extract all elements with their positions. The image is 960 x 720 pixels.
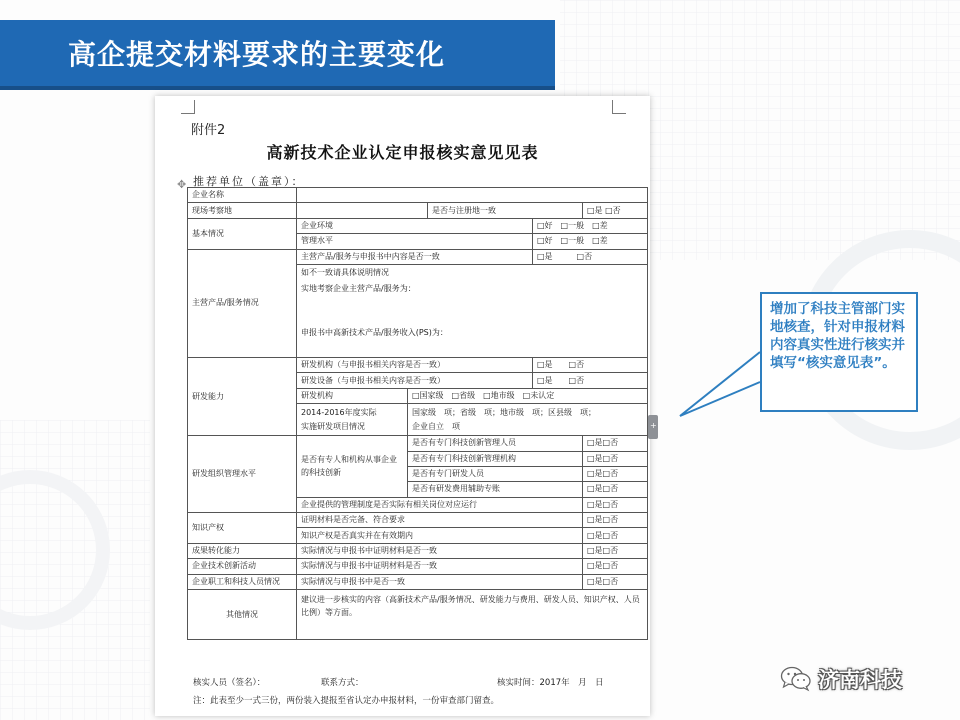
- checkbox-cell[interactable]: □是□否: [583, 513, 648, 528]
- table-cell: 现场考察地: [188, 203, 297, 218]
- table-row: [188, 590, 648, 640]
- table-row: [188, 203, 648, 218]
- checkbox-cell[interactable]: □国家级 □省级 □地市级 □未认定: [408, 388, 648, 403]
- verification-form-table: [187, 187, 648, 640]
- verify-time-label: 核实时间：2017年 月 日: [497, 678, 604, 688]
- table-row: [188, 436, 648, 451]
- ps-income-label: 申报书中高新技术产品/服务收入(PS)为：: [301, 327, 448, 337]
- table-cell: 其他情况: [188, 590, 297, 640]
- project-levels-line1: 国家级 项；省级 项；地市级 项；区县级 项；: [412, 407, 596, 417]
- document-page: [155, 96, 650, 716]
- table-cell: 实际情况与申报书中是否一致: [297, 574, 583, 589]
- table-cell: 主营产品/服务与申报书中内容是否一致: [297, 249, 533, 264]
- table-cell: 知识产权: [188, 513, 297, 544]
- table-cell: 知识产权是否真实并在有效期内: [297, 528, 583, 543]
- table-cell: 实际情况与申报书中证明材料是否一致: [297, 543, 583, 558]
- table-row: [188, 559, 648, 574]
- table-cell: 企业提供的管理制度是否实际有相关岗位对应运行: [297, 497, 583, 512]
- table-row: [188, 513, 648, 528]
- table-cell: 是否有专门科技创新管理人员: [408, 436, 583, 451]
- brand-logo: [780, 664, 940, 694]
- checkbox-cell[interactable]: □是□否: [583, 451, 648, 466]
- checkbox-cell[interactable]: □好 □一般 □差: [533, 234, 648, 249]
- slide-title: 高企提交材料要求的主要变化: [68, 38, 446, 71]
- table-cell: 是否有专人和机构从事企业的科技创新: [297, 436, 408, 498]
- site-products-label: 实地考察企业主营产品/服务为：: [301, 283, 416, 293]
- checkbox-cell[interactable]: □好 □一般 □差: [533, 218, 648, 233]
- attachment-label: 附件2: [191, 123, 226, 138]
- crop-mark: [612, 100, 626, 114]
- table-row: [188, 188, 648, 203]
- rd-projects-line1: 2014-2016年度实际: [301, 407, 377, 417]
- table-row: [188, 574, 648, 589]
- checkbox-cell[interactable]: □是□否: [583, 543, 648, 558]
- footer-signature-line: [193, 676, 604, 688]
- table-row: [188, 249, 648, 264]
- table-cell: 研发能力: [188, 357, 297, 435]
- checkbox-cell[interactable]: □是 □否: [533, 357, 648, 372]
- scroll-handle[interactable]: [648, 415, 658, 439]
- table-cell: [297, 404, 408, 436]
- table-cell: 是否有专门科技创新管理机构: [408, 451, 583, 466]
- table-cell: 企业名称: [188, 188, 297, 203]
- table-cell: 管理水平: [297, 234, 533, 249]
- table-row: [188, 357, 648, 372]
- table-cell[interactable]: [297, 264, 648, 357]
- table-cell[interactable]: [297, 203, 428, 218]
- table-cell: 企业技术创新活动: [188, 559, 297, 574]
- callout-box: [760, 292, 918, 412]
- title-bar-stripe: [0, 86, 555, 90]
- table-cell: 企业环境: [297, 218, 533, 233]
- checkbox-cell[interactable]: □是□否: [583, 528, 648, 543]
- footer-note: 注：此表至少一式三份，两份装入提报至省认定办申报材料，一份审查部门留查。: [193, 696, 500, 706]
- table-cell: 研发机构（与申报书相关内容是否一致）: [297, 357, 533, 372]
- document-title: 高新技术企业认定申报核实意见见表: [266, 143, 539, 162]
- wechat-icon: [780, 666, 812, 692]
- table-cell[interactable]: [408, 404, 648, 436]
- recommend-unit-label: 推荐单位（盖章）：: [193, 175, 305, 188]
- rd-projects-line2: 实施研发项目情况: [301, 421, 365, 431]
- table-cell: 是否有专门研发人员: [408, 466, 583, 481]
- table-cell: 证明材料是否完备、符合要求: [297, 513, 583, 528]
- callout-text: 增加了科技主管部门实地核查，针对申报材料内容真实性进行核实并填写“核实意见表”。: [770, 301, 905, 371]
- table-cell: 研发设备（与申报书相关内容是否一致）: [297, 373, 533, 388]
- checkbox-cell[interactable]: □是□否: [583, 497, 648, 512]
- table-cell: 研发机构: [297, 388, 408, 403]
- contact-label: 联系方式：: [321, 678, 364, 688]
- checkbox-cell[interactable]: □是□否: [583, 436, 648, 451]
- table-cell[interactable]: [297, 188, 648, 203]
- table-cell[interactable]: 建议进一步核实的内容（高新技术产品/服务情况、研发能力与费用、研发人员、知识产权、人员比例）等方面。: [297, 590, 648, 640]
- table-row: [188, 218, 648, 233]
- table-cell: 实际情况与申报书中证明材料是否一致: [297, 559, 583, 574]
- plus-icon: +: [650, 421, 657, 430]
- checkbox-cell[interactable]: □是 □否: [533, 373, 648, 388]
- checkbox-cell[interactable]: □是 □否: [583, 203, 648, 218]
- checkbox-cell[interactable]: □是□否: [583, 482, 648, 497]
- table-cell: 主营产品/服务情况: [188, 249, 297, 357]
- checkbox-cell[interactable]: □是 □否: [533, 249, 648, 264]
- checkbox-cell[interactable]: □是□否: [583, 574, 648, 589]
- brand-name: 济南科技: [818, 668, 902, 692]
- project-levels-line2: 企业自立 项: [412, 421, 460, 431]
- checkbox-cell[interactable]: □是□否: [583, 559, 648, 574]
- checkbox-cell[interactable]: □是□否: [583, 466, 648, 481]
- verifier-label: 核实人员（签名）：: [193, 678, 266, 688]
- table-cell: 成果转化能力: [188, 543, 297, 558]
- table-move-handle-icon[interactable]: ✥: [177, 178, 187, 191]
- table-cell: 基本情况: [188, 218, 297, 249]
- table-cell: 企业职工和科技人员情况: [188, 574, 297, 589]
- table-row: [188, 543, 648, 558]
- table-cell: 是否与注册地一致: [428, 203, 583, 218]
- inconsistent-note: 如不一致请具体说明情况: [301, 267, 389, 277]
- table-cell: 研发组织管理水平: [188, 436, 297, 513]
- table-cell: 是否有研发费用辅助专账: [408, 482, 583, 497]
- crop-mark: [181, 100, 195, 114]
